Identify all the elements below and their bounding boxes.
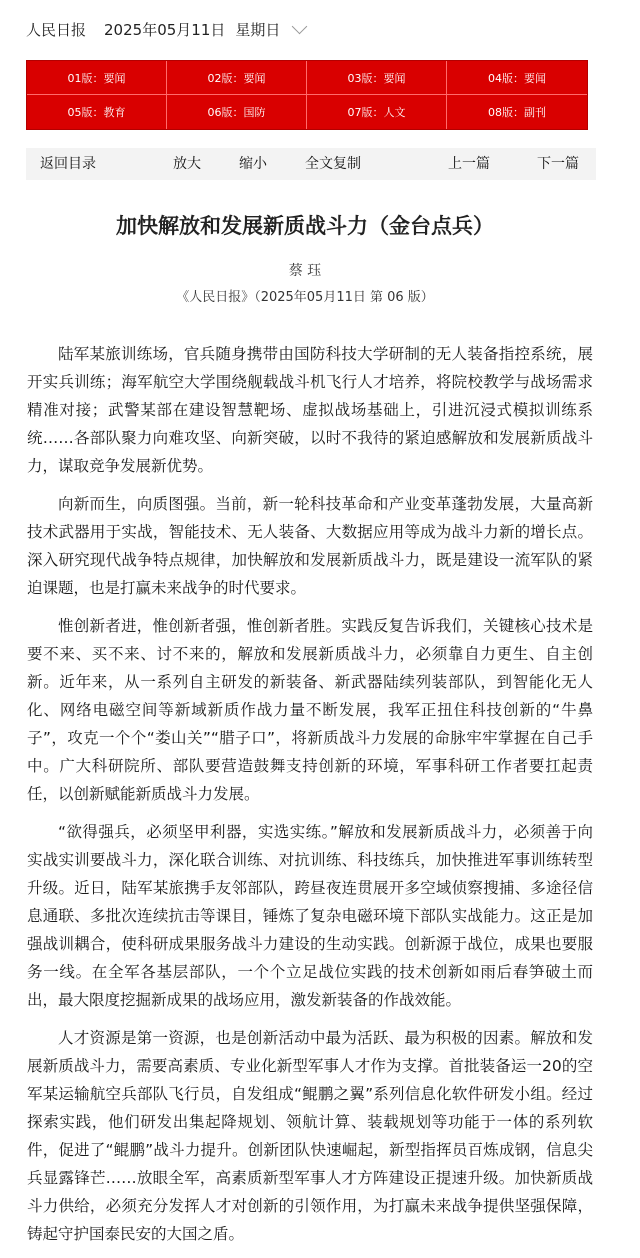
edition-link-05[interactable]: 05版：教育 bbox=[27, 95, 167, 129]
zoom-out-button[interactable]: 缩小 bbox=[239, 156, 267, 172]
article-title: 加快解放和发展新质战斗力（金台点兵） bbox=[116, 214, 494, 238]
edition-nav bbox=[26, 60, 588, 130]
article-paragraph: 惟创新者进，惟创新者强，惟创新者胜。实践反复告诉我们，关键核心技术是要不来、买不来、讨不来的，解放和发展新质战斗力，必须靠自力更生、自主创新。近年来，从一系列自主研发的新装备、新武器陆续列装部队，到智能化无人化、网络电磁空间等新域新质作战力量不断发展，我军正扭住科技创新的“牛鼻子”，攻克一个个“娄山关”“腊子口”，将新质战斗力发展的命脉牢牢掌握在自己手中。广大科研院所、部队要营造鼓舞支持创新的环境，军事科研工作者要扛起责任，以创新赋能新质战斗力发展。 bbox=[27, 617, 593, 803]
zoom-in-button[interactable]: 放大 bbox=[173, 156, 201, 172]
article-paragraph: 陆军某旅训练场，官兵随身携带由国防科技大学研制的无人装备指控系统，展开实兵训练；海军航空大学围绕舰载战斗机飞行人才培养，将院校教学与战场需求精准对接；武警某部在建设智慧靶场、虚拟战场基础上，引进沉浸式模拟训练系统……各部队聚力向难攻坚、向新突破，以时不我待的紧迫感解放和发展新质战斗力，谋取竞争发展新优势。 bbox=[27, 345, 593, 475]
chevron-down-icon[interactable] bbox=[292, 18, 308, 34]
masthead bbox=[26, 12, 305, 46]
copy-all-button[interactable]: 全文复制 bbox=[305, 156, 361, 172]
article-paragraph: 人才资源是第一资源，也是创新活动中最为活跃、最为积极的因素。解放和发展新质战斗力，需要高素质、专业化新型军事人才作为支撑。首批装备运一20的空军某运输航空兵部队飞行员，自发组成“鲲鹏之翼”系列信息化软件研发小组。经过探索实践，他们研发出集起降规划、领航计算、装载规划等功能于一体的系列软件，促进了“鲲鹏”战斗力提升。创新团队快速崛起，新型指挥员百炼成钢，信息尖兵显露锋芒……放眼全军，高素质新型军事人才方阵建设正提速升级。加快新质战斗力供给，必须充分发挥人才对创新的引领作用，为打赢未来战争提供坚强保障，铸起守护国泰民安的大国之盾。 bbox=[27, 1029, 593, 1243]
newspaper-name: 人民日报 bbox=[26, 20, 87, 39]
article-paragraph: 向新而生，向质图强。当前，新一轮科技革命和产业变革蓬勃发展，大量高新技术武器用于实战，智能技术、无人装备、大数据应用等成为战斗力新的增长点。深入研究现代战争特点规律，加快解放和发展新质战斗力，既是建设一流军队的紧迫课题，也是打赢未来战争的时代要求。 bbox=[27, 495, 593, 597]
article-toolbar bbox=[26, 148, 596, 180]
prev-article-button[interactable]: 上一篇 bbox=[448, 156, 490, 172]
edition-link-07[interactable]: 07版：人文 bbox=[307, 95, 447, 129]
edition-link-02[interactable]: 02版：要闻 bbox=[167, 61, 307, 95]
issue-date: 2025年05月11日 bbox=[104, 20, 226, 39]
next-article-button[interactable]: 下一篇 bbox=[537, 156, 579, 172]
back-to-contents-button[interactable]: 返回目录 bbox=[40, 156, 96, 172]
edition-link-03[interactable]: 03版：要闻 bbox=[307, 61, 447, 95]
article-source: 《人民日报》（2025年05月11日 第 06 版） bbox=[176, 290, 434, 305]
issue-weekday: 星期日 bbox=[235, 20, 281, 39]
article-author: 蔡 珏 bbox=[288, 263, 322, 279]
article-body bbox=[27, 340, 593, 1258]
edition-link-01[interactable]: 01版：要闻 bbox=[27, 61, 167, 95]
edition-link-04[interactable]: 04版：要闻 bbox=[447, 61, 587, 95]
edition-link-06[interactable]: 06版：国防 bbox=[167, 95, 307, 129]
edition-link-08[interactable]: 08版：副刊 bbox=[488, 106, 546, 119]
article-paragraph: “欲得强兵，必须坚甲利器，实选实练。”解放和发展新质战斗力，必须善于向实战实训要战斗力，深化联合训练、对抗训练、科技练兵，加快推进军事训练转型升级。近日，陆军某旅携手友邻部队，跨昼夜连贯展开多空域侦察搜捕、多途径信息通联、多批次连续抗击等课目，锤炼了复杂电磁环境下部队实战能力。这正是加强战训耦合，使科研成果服务战斗力建设的生动实践。创新源于战位，成果也要服务一线。在全军各基层部队，一个个立足战位实践的技术创新如雨后春笋破土而出，最大限度挖掘新成果的战场应用，激发新装备的作战效能。 bbox=[27, 823, 593, 1009]
